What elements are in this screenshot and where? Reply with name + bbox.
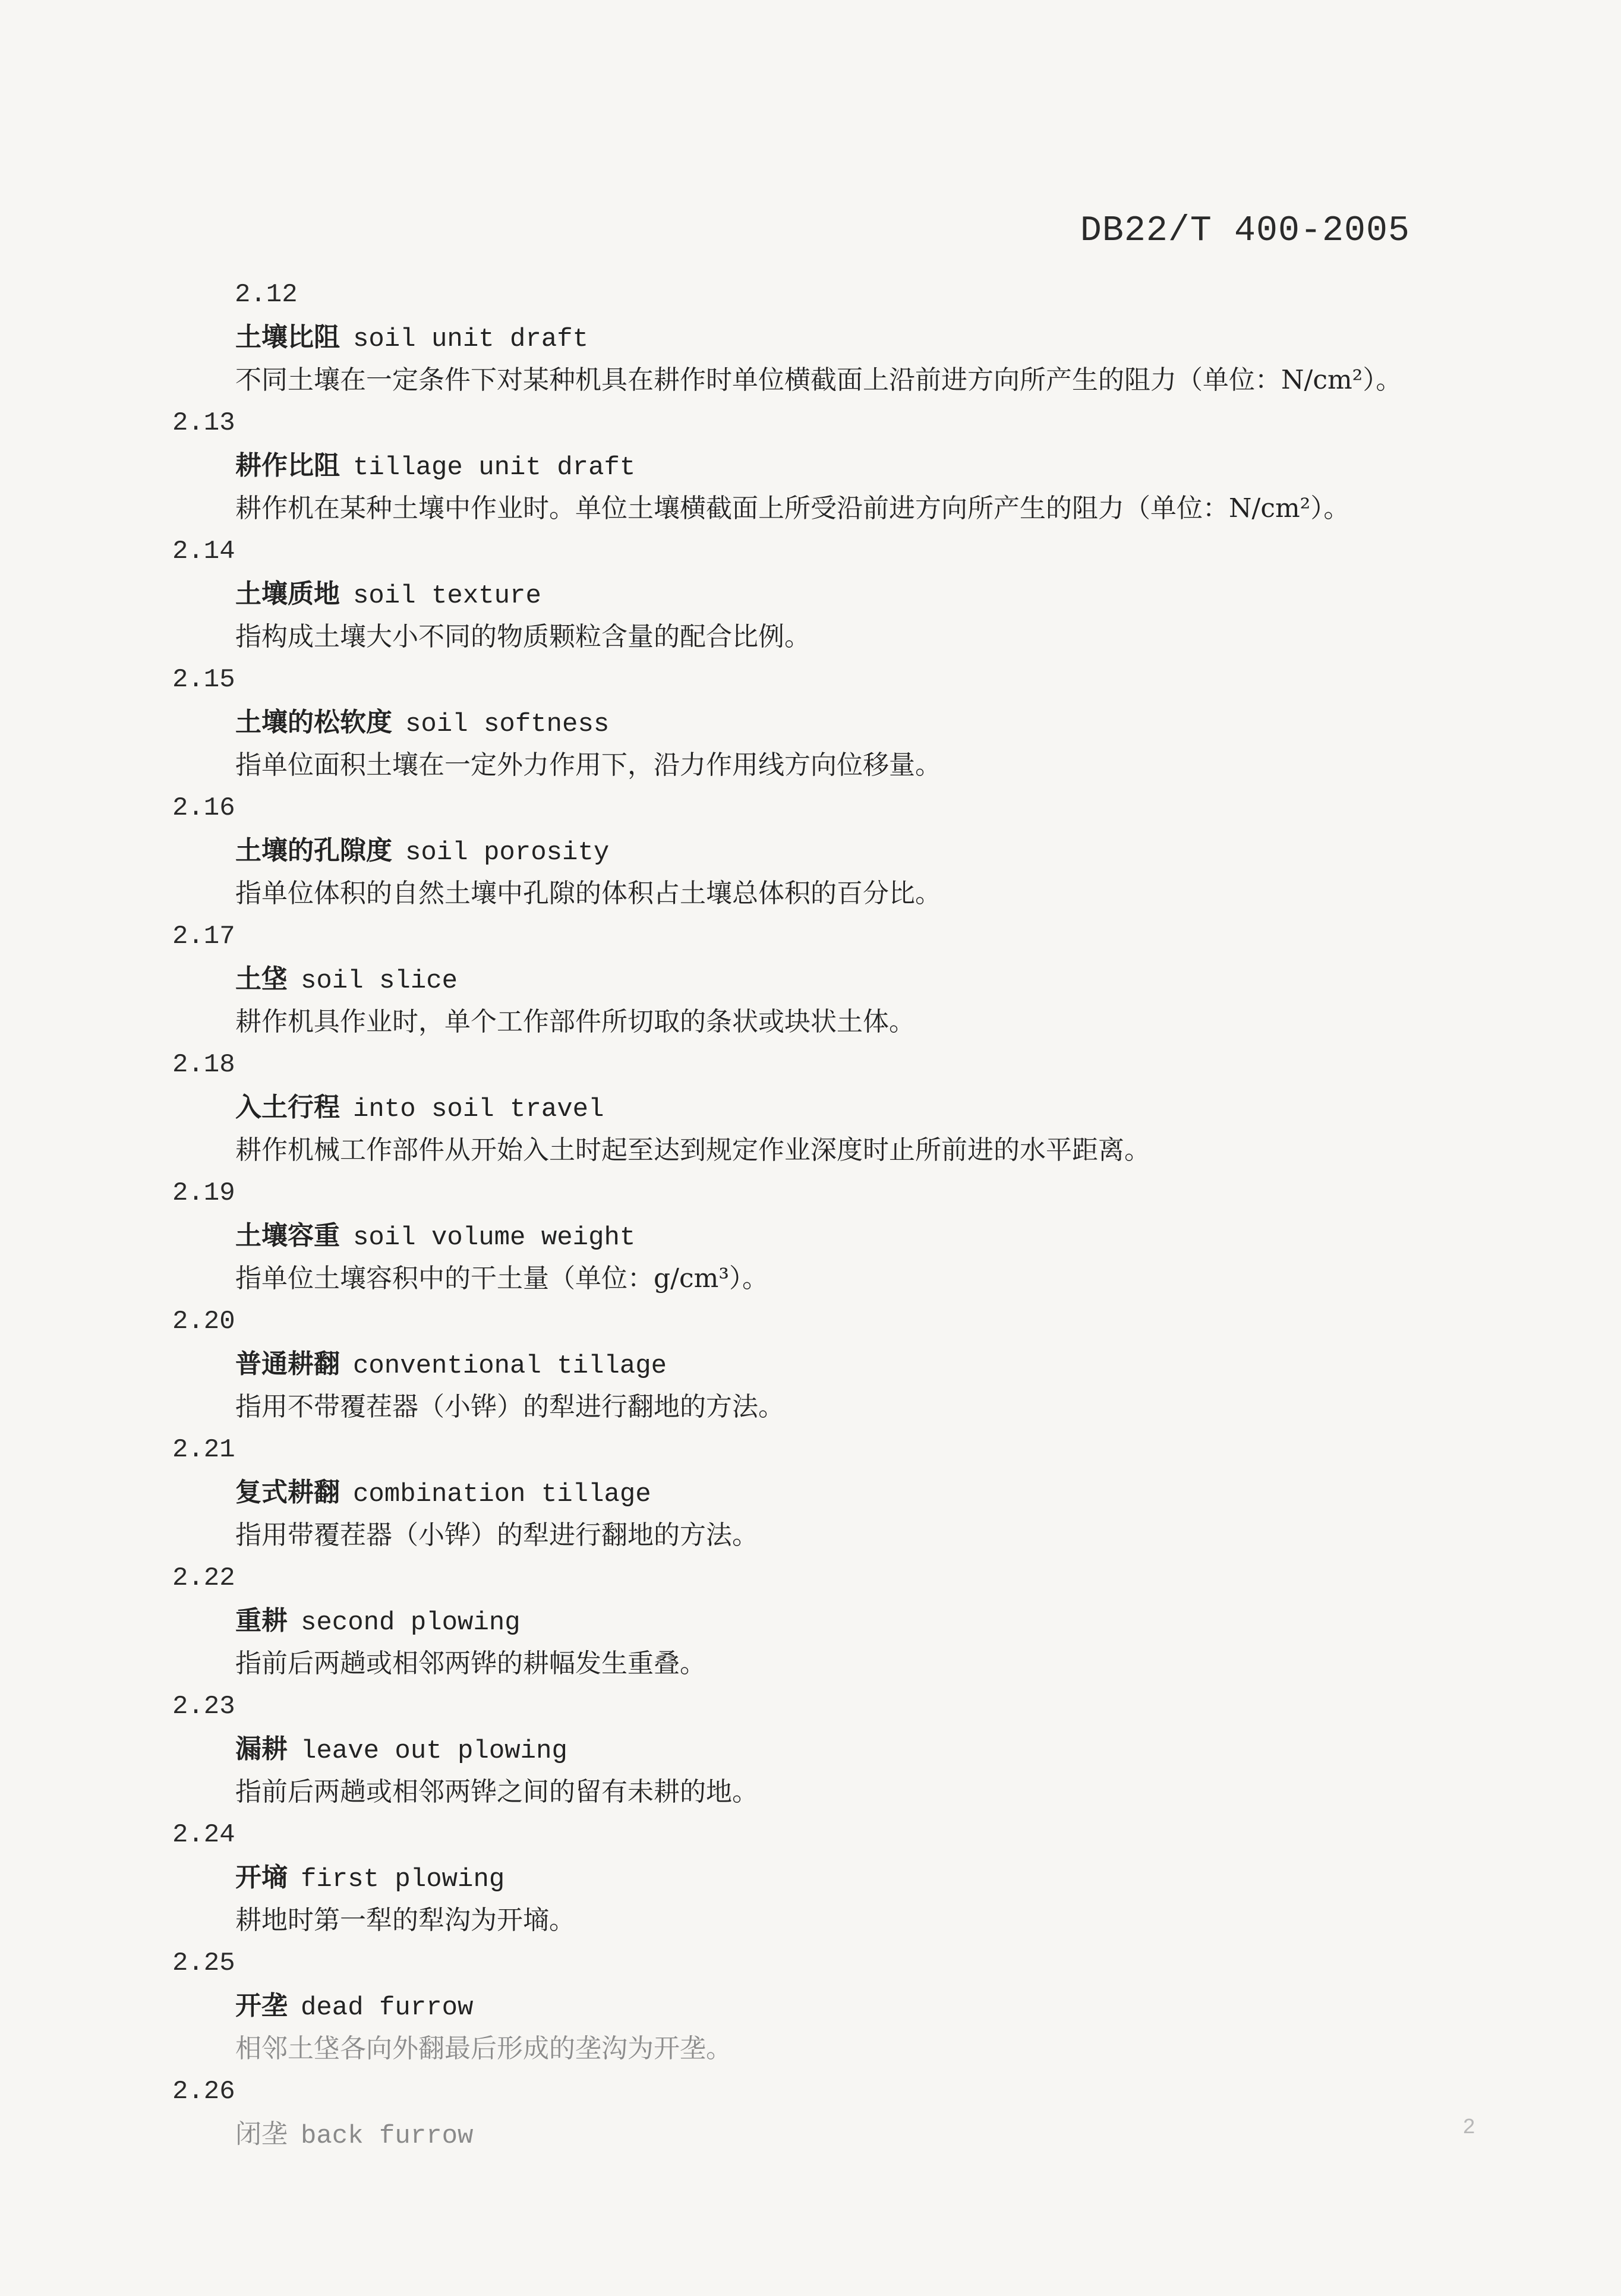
term-chinese: 土壤比阻 <box>235 322 340 352</box>
term-heading <box>235 1728 567 1771</box>
term-english: soil porosity <box>405 838 610 868</box>
clause-number: 2.14 <box>172 537 235 566</box>
clause-number: 2.24 <box>172 1820 235 1850</box>
term-english: back furrow <box>301 2121 474 2151</box>
term-definition: 指单位体积的自然土壤中孔隙的体积占土壤总体积的百分比。 <box>235 878 941 909</box>
page-number: 2 <box>1462 2115 1475 2140</box>
clause-number: 2.26 <box>172 2077 235 2106</box>
term-definition: 耕作机具作业时，单个工作部件所切取的条状或块状土体。 <box>235 1007 915 1037</box>
term-english: conventional tillage <box>353 1351 667 1381</box>
term-heading <box>235 830 609 872</box>
clause-number: 2.19 <box>172 1178 235 1208</box>
term-heading <box>235 1600 521 1642</box>
term-definition: 相邻土垡各向外翻最后形成的垄沟为开垄。 <box>235 2033 732 2064</box>
term-definition: 指构成土壤大小不同的物质颗粒含量的配合比例。 <box>235 622 810 652</box>
term-entry <box>172 787 1503 915</box>
term-heading <box>235 316 588 359</box>
term-definition: 耕地时第一犁的犁沟为开墒。 <box>235 1905 575 1935</box>
term-english: first plowing <box>301 1865 505 1894</box>
clause-number: 2.13 <box>172 408 235 438</box>
term-chinese: 普通耕翻 <box>235 1349 340 1379</box>
term-entry <box>172 1428 1503 1557</box>
term-heading <box>235 2113 473 2156</box>
term-chinese: 土壤质地 <box>235 579 340 609</box>
term-english: second plowing <box>301 1608 521 1638</box>
term-definition: 指前后两趟或相邻两铧的耕幅发生重叠。 <box>235 1648 706 1679</box>
term-heading <box>235 1343 667 1386</box>
term-chinese: 漏耕 <box>235 1734 288 1764</box>
term-entry <box>172 2070 1503 2199</box>
term-heading <box>235 958 458 1001</box>
clause-number: 2.22 <box>172 1563 235 1593</box>
clause-number: 2.25 <box>172 1948 235 1978</box>
clause-number: 2.18 <box>172 1050 235 1080</box>
term-entry <box>172 1172 1503 1300</box>
term-chinese: 入土行程 <box>235 1092 340 1122</box>
term-entry <box>172 1685 1503 1814</box>
term-definition: 指单位面积土壤在一定外力作用下，沿力作用线方向位移量。 <box>235 750 941 780</box>
term-chinese: 开墒 <box>235 1862 288 1893</box>
term-chinese: 重耕 <box>235 1606 288 1636</box>
term-heading <box>235 701 609 744</box>
term-chinese: 土壤容重 <box>235 1220 340 1251</box>
term-heading <box>235 1215 635 1257</box>
term-entry <box>172 273 1503 402</box>
term-chinese: 土垡 <box>235 964 288 994</box>
term-definition: 不同土壤在一定条件下对某种机具在耕作时单位横截面上沿前进方向所产生的阻力（单位：N/cm²）。 <box>235 365 1402 395</box>
term-heading <box>235 573 541 616</box>
term-entry <box>172 1043 1503 1172</box>
term-heading <box>235 1471 651 1514</box>
term-entry <box>172 1942 1503 2070</box>
term-english: dead furrow <box>301 1993 474 2023</box>
term-entry <box>172 1300 1503 1428</box>
term-definition: 指用带覆茬器（小铧）的犁进行翻地的方法。 <box>235 1520 758 1550</box>
clause-number: 2.23 <box>172 1692 235 1721</box>
term-heading <box>235 1985 473 2027</box>
term-chinese: 闭垄 <box>235 2119 288 2149</box>
term-definition: 指单位土壤容积中的干土量（单位：g/cm³）。 <box>235 1263 768 1294</box>
term-entry <box>172 402 1503 530</box>
term-chinese: 土壤的孔隙度 <box>235 835 392 866</box>
term-english: into soil travel <box>353 1095 604 1124</box>
term-heading <box>235 1856 504 1899</box>
clause-number: 2.12 <box>235 280 298 310</box>
term-english: soil texture <box>353 581 541 611</box>
term-chinese: 耕作比阻 <box>235 450 340 481</box>
clause-number: 2.20 <box>172 1307 235 1336</box>
term-entry <box>172 658 1503 787</box>
term-entry <box>172 1557 1503 1685</box>
term-chinese: 复式耕翻 <box>235 1477 340 1507</box>
term-entry <box>172 915 1503 1043</box>
term-english: tillage unit draft <box>353 453 636 482</box>
clause-number: 2.15 <box>172 665 235 695</box>
term-heading <box>235 1086 604 1129</box>
term-definition: 耕作机在某种土壤中作业时。单位土壤横截面上所受沿前进方向所产生的阻力（单位：N/cm²）。 <box>235 493 1350 523</box>
term-entry <box>172 1814 1503 1942</box>
term-chinese: 土壤的松软度 <box>235 707 392 737</box>
clause-number: 2.16 <box>172 793 235 823</box>
clause-number: 2.21 <box>172 1435 235 1465</box>
term-english: soil unit draft <box>353 324 589 354</box>
term-definition: 耕作机械工作部件从开始入土时起至达到规定作业深度时止所前进的水平距离。 <box>235 1135 1150 1165</box>
term-english: leave out plowing <box>301 1736 567 1766</box>
term-chinese: 开垄 <box>235 1991 288 2021</box>
term-heading <box>235 444 635 487</box>
term-english: soil slice <box>301 966 458 996</box>
term-english: combination tillage <box>353 1480 651 1509</box>
document-code: DB22/T 400-2005 <box>1080 211 1410 251</box>
term-definition: 指用不带覆茬器（小铧）的犁进行翻地的方法。 <box>235 1392 784 1422</box>
term-english: soil softness <box>405 709 610 739</box>
term-english: soil volume weight <box>353 1223 636 1253</box>
clause-number: 2.17 <box>172 922 235 951</box>
term-definition: 指前后两趟或相邻两铧之间的留有未耕的地。 <box>235 1777 758 1807</box>
term-list <box>172 273 1503 2199</box>
term-entry <box>172 530 1503 658</box>
